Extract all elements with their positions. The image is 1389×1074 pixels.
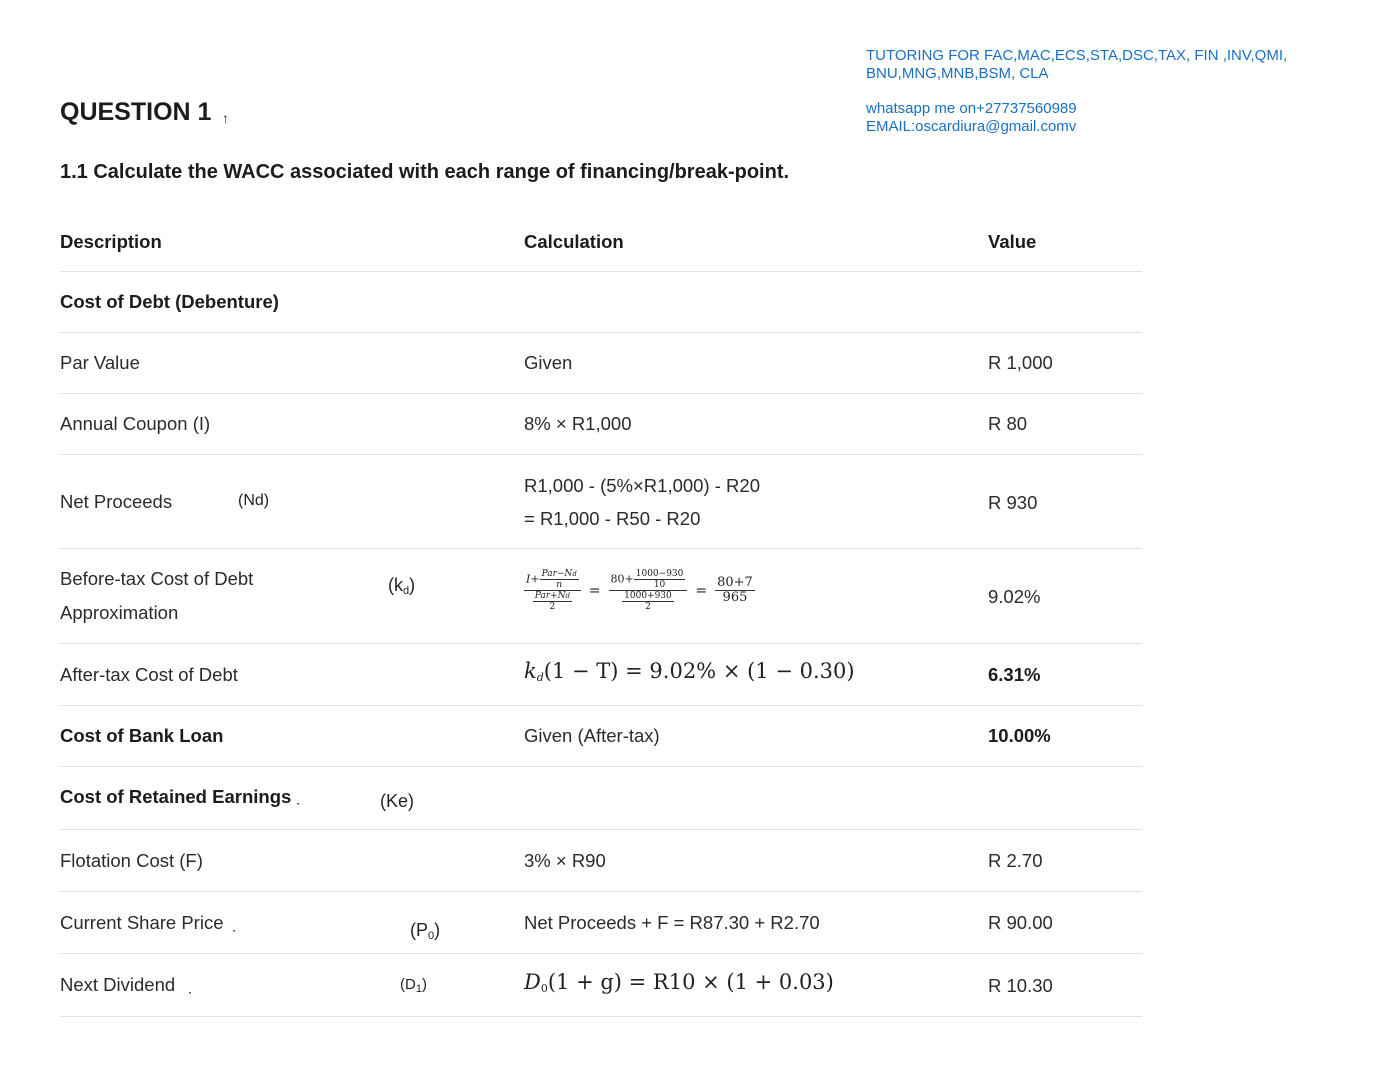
wacc-table bbox=[60, 212, 1142, 1017]
header-value: Value bbox=[988, 231, 1037, 252]
section-row-debt bbox=[60, 272, 1142, 333]
question-title: QUESTION 1 bbox=[60, 98, 212, 126]
row-calc: 8% × R1,000 bbox=[524, 413, 632, 434]
row-desc-line-2: Approximation bbox=[60, 602, 179, 623]
section-row-retained-earnings bbox=[60, 767, 1142, 830]
section-title-debt: Cost of Debt (Debenture) bbox=[60, 291, 279, 312]
row-value: R 2.70 bbox=[988, 850, 1043, 871]
row-value: R 10.30 bbox=[988, 975, 1053, 996]
table-row bbox=[60, 830, 1142, 892]
formula-simplified: $\frac{80+7}{965}$ bbox=[717, 575, 753, 605]
row-desc: Par Value bbox=[60, 352, 140, 373]
row-value: R 90.00 bbox=[988, 912, 1053, 933]
net-proceeds-tag: (Nd) bbox=[238, 492, 270, 509]
row-calc: 3% × R90 bbox=[524, 850, 606, 871]
kd-tag: $(k_d)$ bbox=[388, 575, 416, 597]
row-calc: Given (After-tax) bbox=[524, 725, 660, 746]
table-row bbox=[60, 549, 1142, 644]
tutoring-line-1: TUTORING FOR FAC,MAC,ECS,STA,DSC,TAX, FIN ,INV,QMI, bbox=[866, 47, 1288, 64]
table-row bbox=[60, 954, 1142, 1017]
table-row bbox=[60, 892, 1142, 954]
header-calculation: Calculation bbox=[524, 231, 624, 252]
whatsapp-contact: whatsapp me on+27737560989 bbox=[866, 100, 1077, 117]
row-calc: Given bbox=[524, 352, 573, 373]
row-value: R 930 bbox=[988, 492, 1038, 513]
row-value: 9.02% bbox=[988, 586, 1041, 607]
tick-mark: ˎ bbox=[296, 789, 301, 805]
row-calc-line-2: = R1,000 - R50 - R20 bbox=[524, 508, 701, 529]
row-desc: After-tax Cost of Debt bbox=[60, 664, 238, 685]
row-calc: Net Proceeds + F = R87.30 + R2.70 bbox=[524, 912, 820, 933]
row-desc: Current Share Price bbox=[60, 912, 224, 933]
d1-tag: $(D_1)$ bbox=[400, 976, 427, 995]
table-row bbox=[60, 333, 1142, 394]
header-description: Description bbox=[60, 231, 162, 252]
tutoring-line-2: BNU,MNG,MNB,BSM, CLA bbox=[866, 65, 1049, 82]
tick-mark: ˎ bbox=[232, 916, 237, 932]
row-desc: Next Dividend bbox=[60, 974, 176, 995]
table-row bbox=[60, 644, 1142, 706]
p0-tag: $(P_0)$ bbox=[410, 920, 441, 942]
email-contact: EMAIL:oscardiura@gmail.comv bbox=[866, 118, 1077, 135]
row-desc: Net Proceeds bbox=[60, 491, 173, 512]
row-desc: Flotation Cost (F) bbox=[60, 850, 203, 871]
formula-symbolic: I+ $\frac{\text{Par−Nd}}{n}$ $\frac{\text{Par+Nd}}{2}$ bbox=[524, 569, 581, 612]
table-header-row bbox=[60, 212, 1142, 272]
row-desc-line-1: Before-tax Cost of Debt bbox=[60, 568, 254, 589]
row-desc: Annual Coupon (I) bbox=[60, 413, 211, 434]
equals-sign: = bbox=[695, 582, 708, 599]
dividend-formula: $D_0(1 + g) = R10 \times (1 + 0.03)$ bbox=[524, 970, 834, 995]
row-value: 10.00% bbox=[988, 725, 1051, 746]
row-value: 6.31% bbox=[988, 664, 1041, 685]
question-subtitle: 1.1 Calculate the WACC associated with each range of financing/break-point. bbox=[60, 161, 790, 183]
ke-tag: (Ke) bbox=[380, 791, 415, 811]
tutoring-banner bbox=[866, 47, 1287, 83]
row-value: R 1,000 bbox=[988, 352, 1053, 373]
section-title-retained-earnings: Cost of Retained Earnings bbox=[60, 786, 292, 807]
table-row bbox=[60, 706, 1142, 767]
tick-mark: ˎ bbox=[188, 978, 193, 994]
formula-numeric: 80+ $\frac{1000-930}{10}$ $\frac{1000+930}{2}$ bbox=[609, 569, 688, 612]
table-row bbox=[60, 394, 1142, 455]
contact-info bbox=[866, 100, 1077, 136]
equals-sign: = bbox=[588, 582, 601, 599]
after-tax-formula: $k_d(1 - T) = 9.02\% \times (1 - 0.30)$ bbox=[524, 659, 855, 684]
row-calc-line-1: R1,000 - (5%×R1,000) - R20 bbox=[524, 475, 760, 496]
table-row bbox=[60, 455, 1142, 549]
kd-approximation-formula bbox=[524, 569, 755, 612]
row-desc: Cost of Bank Loan bbox=[60, 725, 224, 746]
row-value: R 80 bbox=[988, 413, 1028, 434]
cursor-caret: ↑ bbox=[222, 110, 229, 126]
